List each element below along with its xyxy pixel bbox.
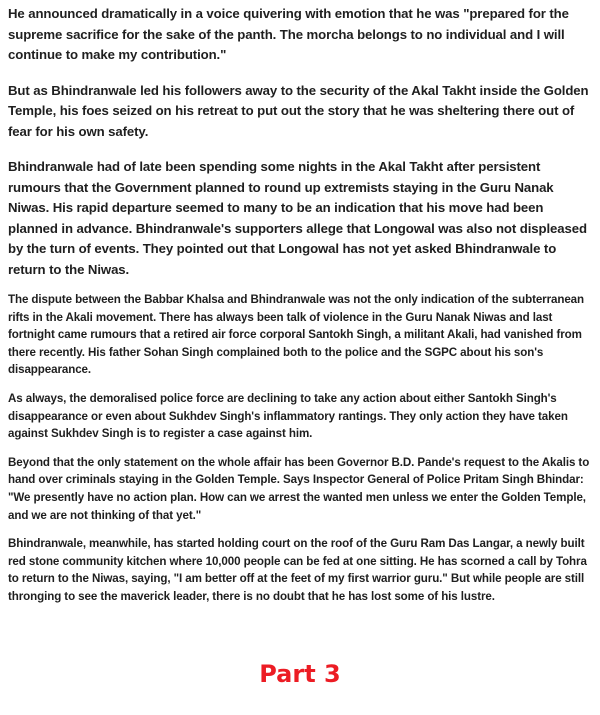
article-paragraph: Beyond that the only statement on the whole affair has been Governor B.D. Pande's request to the Akalis to hand over criminals staying in the Golden Temple. Says Inspector General of Police Pritam Singh Bhindar: "We presently have no action plan. How can we arrest the wanted men unless we enter the Golden Temple, and we are not thinking of that yet." <box>8 455 590 522</box>
paragraph-spacer <box>8 443 592 454</box>
article-paragraph: He announced dramatically in a voice quivering with emotion that he was "prepared for the supreme sacrifice for the sake of the panth. The morcha belongs to no individual and I will continue to make my contribution." <box>8 6 569 62</box>
paragraph-spacer <box>8 524 592 535</box>
paragraph-spacer <box>8 66 592 81</box>
article-paragraph: Bhindranwale had of late been spending some nights in the Akal Takht after persistent rumours that the Government planned to round up extremists staying in the Guru Nanak Niwas. His rapid departure seemed to many to be an indication that his move had been planned in advance. Bhindranwale's supporters allege that Longowal was also not displeased by the turn of events. They pointed out that Longowal has not yet asked Bhindranwale to return to the Niwas. <box>8 159 587 277</box>
article-paragraph: Bhindranwale, meanwhile, has started holding court on the roof of the Guru Ram Das Langar, a newly built red stone community kitchen where 10,000 people can be fed at one sitting. He has scorned a call by Tohra to return to the Niwas, saying, "I am better off at the feet of my first warrior guru." But while people are still thronging to see the maverick leader, there is no doubt that he has lost some of his lustre. <box>8 537 587 603</box>
paragraph-spacer <box>8 280 592 291</box>
article-paragraph: The dispute between the Babbar Khalsa and Bhindranwale was not the only indication of the subterranean rifts in the Akali movement. There has always been talk of violence in the Guru Nanak Niwas and last fortnight came rumours that a retired air force corporal Santokh Singh, a militant Akali, had vanished from there recently. His father Sohan Singh complained both to the police and the SGPC about his son's disappearance. <box>8 293 585 377</box>
paragraph-spacer <box>8 379 592 390</box>
part-label: Part 3 <box>259 660 341 688</box>
article-paragraph: But as Bhindranwale led his followers away to the security of the Akal Takht inside the Golden Temple, his foes seized on his retreat to put out the story that he was sheltering there out of fear for his own safety. <box>8 82 589 139</box>
paragraph-spacer <box>8 142 592 157</box>
article-paragraph: As always, the demoralised police force are declining to take any action about either Santokh Singh's disappearance or even about Sukhdev Singh's inflammatory rantings. They only action they have taken against Sukhdev Singh is to register a case against him. <box>8 391 568 441</box>
article-body <box>8 4 592 606</box>
